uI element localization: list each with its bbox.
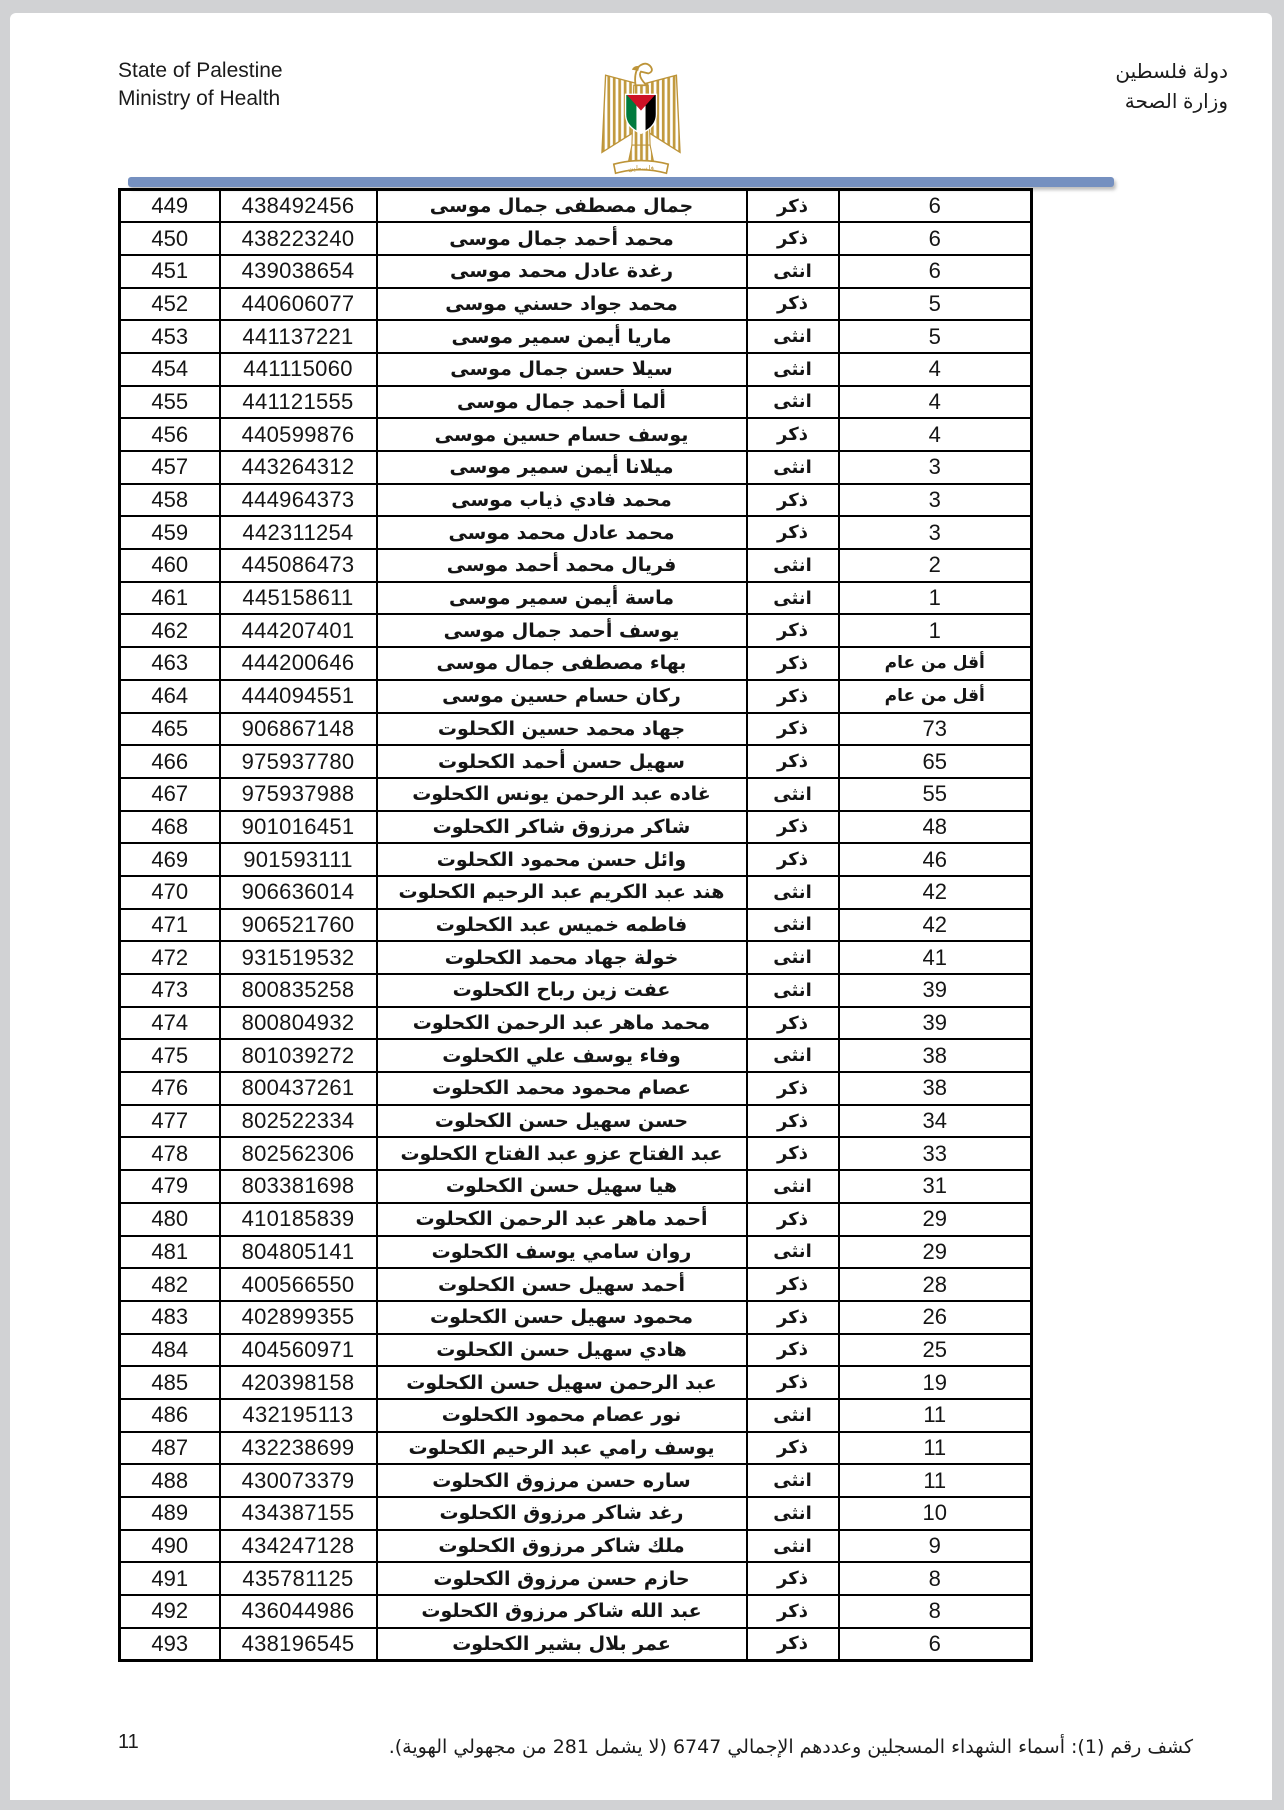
cell-age: 28: [839, 1268, 1032, 1301]
table-row: [120, 614, 1032, 647]
cell-age: 41: [839, 941, 1032, 974]
cell-gender: ذكر: [747, 614, 839, 647]
cell-serial: 472: [120, 941, 220, 974]
cell-age: 31: [839, 1170, 1032, 1203]
cell-serial: 493: [120, 1628, 220, 1661]
cell-age: 5: [839, 288, 1032, 321]
table-row: [120, 549, 1032, 582]
cell-age: 4: [839, 418, 1032, 451]
table-row: [120, 745, 1032, 778]
cell-gender: انثى: [747, 1399, 839, 1432]
cell-serial: 477: [120, 1105, 220, 1138]
cell-age: 55: [839, 778, 1032, 811]
table-row: [120, 353, 1032, 386]
cell-gender: انثى: [747, 778, 839, 811]
cell-name: عبد الله شاكر مرزوق الكحلوت: [377, 1595, 747, 1628]
cell-age: 39: [839, 974, 1032, 1007]
cell-gender: ذكر: [747, 484, 839, 517]
cell-age: 8: [839, 1562, 1032, 1595]
header-arabic: [1115, 57, 1228, 117]
cell-gender: انثى: [747, 1464, 839, 1497]
cell-name: عفت زين رباح الكحلوت: [377, 974, 747, 1007]
cell-serial: 451: [120, 255, 220, 288]
cell-serial: 485: [120, 1366, 220, 1399]
cell-id-number: 802562306: [220, 1137, 377, 1170]
table-row: [120, 909, 1032, 942]
cell-id-number: 800437261: [220, 1072, 377, 1105]
table-row: [120, 320, 1032, 353]
cell-serial: 490: [120, 1530, 220, 1563]
cell-gender: انثى: [747, 353, 839, 386]
cell-age: 3: [839, 516, 1032, 549]
cell-gender: انثى: [747, 1497, 839, 1530]
cell-name: فريال محمد أحمد موسى: [377, 549, 747, 582]
cell-name: هيا سهيل حسن الكحلوت: [377, 1170, 747, 1203]
cell-age: 4: [839, 386, 1032, 419]
ministry-name-en: Ministry of Health: [118, 87, 281, 110]
cell-id-number: 430073379: [220, 1464, 377, 1497]
cell-serial: 463: [120, 647, 220, 680]
cell-age: 42: [839, 876, 1032, 909]
cell-name: يوسف رامي عبد الرحيم الكحلوت: [377, 1432, 747, 1465]
cell-id-number: 432195113: [220, 1399, 377, 1432]
cell-serial: 476: [120, 1072, 220, 1105]
cell-name: جهاد محمد حسين الكحلوت: [377, 713, 747, 746]
cell-age: 9: [839, 1530, 1032, 1563]
cell-age: 38: [839, 1072, 1032, 1105]
cell-name: ركان حسام حسين موسى: [377, 680, 747, 713]
cell-serial: 474: [120, 1007, 220, 1040]
cell-id-number: 400566550: [220, 1268, 377, 1301]
cell-name: فاطمه خميس عبد الكحلوت: [377, 909, 747, 942]
cell-age: 34: [839, 1105, 1032, 1138]
cell-serial: 486: [120, 1399, 220, 1432]
cell-serial: 458: [120, 484, 220, 517]
cell-id-number: 441121555: [220, 386, 377, 419]
cell-age: 6: [839, 222, 1032, 255]
cell-id-number: 444207401: [220, 614, 377, 647]
cell-id-number: 420398158: [220, 1366, 377, 1399]
cell-age: 38: [839, 1039, 1032, 1072]
palestine-coat-of-arms-icon: [595, 58, 687, 176]
cell-name: ألما أحمد جمال موسى: [377, 386, 747, 419]
cell-age: 1: [839, 614, 1032, 647]
cell-age: 4: [839, 353, 1032, 386]
cell-gender: ذكر: [747, 1007, 839, 1040]
cell-gender: انثى: [747, 1236, 839, 1269]
cell-age: 48: [839, 811, 1032, 844]
cell-name: ساره حسن مرزوق الكحلوت: [377, 1464, 747, 1497]
table-row: [120, 713, 1032, 746]
cell-age: 25: [839, 1334, 1032, 1367]
cell-name: هند عبد الكريم عبد الرحيم الكحلوت: [377, 876, 747, 909]
cell-gender: ذكر: [747, 745, 839, 778]
cell-name: ماسة أيمن سمير موسى: [377, 582, 747, 615]
cell-gender: ذكر: [747, 222, 839, 255]
cell-serial: 473: [120, 974, 220, 1007]
table-row: [120, 1432, 1032, 1465]
cell-age: 11: [839, 1464, 1032, 1497]
cell-age: 46: [839, 843, 1032, 876]
cell-age: 33: [839, 1137, 1032, 1170]
table-row: [120, 484, 1032, 517]
cell-name: رغد شاكر مرزوق الكحلوت: [377, 1497, 747, 1530]
cell-id-number: 804805141: [220, 1236, 377, 1269]
cell-gender: انثى: [747, 320, 839, 353]
table-row: [120, 811, 1032, 844]
cell-id-number: 445158611: [220, 582, 377, 615]
cell-age: 6: [839, 190, 1032, 223]
cell-gender: ذكر: [747, 1432, 839, 1465]
ministry-name-ar: وزارة الصحة: [1124, 91, 1228, 113]
cell-age: 3: [839, 451, 1032, 484]
cell-id-number: 444200646: [220, 647, 377, 680]
cell-name: وفاء يوسف علي الكحلوت: [377, 1039, 747, 1072]
cell-gender: ذكر: [747, 1137, 839, 1170]
table-row: [120, 190, 1032, 223]
header-english: [118, 57, 283, 113]
cell-serial: 453: [120, 320, 220, 353]
cell-serial: 460: [120, 549, 220, 582]
cell-age: 19: [839, 1366, 1032, 1399]
cell-id-number: 434387155: [220, 1497, 377, 1530]
table-row: [120, 1203, 1032, 1236]
cell-id-number: 438196545: [220, 1628, 377, 1661]
cell-gender: ذكر: [747, 1105, 839, 1138]
table-row: [120, 647, 1032, 680]
cell-serial: 469: [120, 843, 220, 876]
cell-serial: 492: [120, 1595, 220, 1628]
cell-serial: 461: [120, 582, 220, 615]
cell-age: 2: [839, 549, 1032, 582]
cell-age: 29: [839, 1236, 1032, 1269]
cell-id-number: 906867148: [220, 713, 377, 746]
cell-age: 3: [839, 484, 1032, 517]
cell-gender: انثى: [747, 255, 839, 288]
cell-age: 42: [839, 909, 1032, 942]
cell-gender: انثى: [747, 582, 839, 615]
cell-id-number: 803381698: [220, 1170, 377, 1203]
table-row: [120, 386, 1032, 419]
cell-name: عبد الرحمن سهيل حسن الكحلوت: [377, 1366, 747, 1399]
table-row: [120, 516, 1032, 549]
state-name-en: State of Palestine: [118, 59, 283, 82]
cell-serial: 471: [120, 909, 220, 942]
cell-gender: ذكر: [747, 1366, 839, 1399]
cell-gender: ذكر: [747, 1595, 839, 1628]
cell-serial: 464: [120, 680, 220, 713]
cell-age: 73: [839, 713, 1032, 746]
cell-age: 8: [839, 1595, 1032, 1628]
cell-serial: 450: [120, 222, 220, 255]
table-row: [120, 255, 1032, 288]
cell-gender: ذكر: [747, 647, 839, 680]
cell-age: 39: [839, 1007, 1032, 1040]
cell-gender: انثى: [747, 974, 839, 1007]
martyrs-table: [118, 188, 1033, 1662]
cell-name: نور عصام محمود الكحلوت: [377, 1399, 747, 1432]
cell-age: 65: [839, 745, 1032, 778]
cell-gender: ذكر: [747, 1628, 839, 1661]
cell-serial: 489: [120, 1497, 220, 1530]
cell-serial: 457: [120, 451, 220, 484]
cell-serial: 484: [120, 1334, 220, 1367]
table-row: [120, 418, 1032, 451]
table-row: [120, 974, 1032, 1007]
cell-id-number: 441137221: [220, 320, 377, 353]
cell-name: خولة جهاد محمد الكحلوت: [377, 941, 747, 974]
cell-name: محمد ماهر عبد الرحمن الكحلوت: [377, 1007, 747, 1040]
table-row: [120, 1301, 1032, 1334]
cell-id-number: 410185839: [220, 1203, 377, 1236]
accent-bar: [128, 177, 1114, 187]
table-row: [120, 941, 1032, 974]
cell-name: روان سامي يوسف الكحلوت: [377, 1236, 747, 1269]
cell-name: محمود سهيل حسن الكحلوت: [377, 1301, 747, 1334]
table-row: [120, 1530, 1032, 1563]
cell-id-number: 434247128: [220, 1530, 377, 1563]
table-row: [120, 778, 1032, 811]
cell-gender: انثى: [747, 386, 839, 419]
cell-id-number: 432238699: [220, 1432, 377, 1465]
cell-serial: 487: [120, 1432, 220, 1465]
table-row: [120, 843, 1032, 876]
cell-serial: 459: [120, 516, 220, 549]
table-row: [120, 1039, 1032, 1072]
cell-name: محمد أحمد جمال موسى: [377, 222, 747, 255]
cell-id-number: 404560971: [220, 1334, 377, 1367]
table-row: [120, 1105, 1032, 1138]
cell-gender: ذكر: [747, 1301, 839, 1334]
cell-serial: 449: [120, 190, 220, 223]
cell-id-number: 800804932: [220, 1007, 377, 1040]
table-row: [120, 1268, 1032, 1301]
table-row: [120, 222, 1032, 255]
cell-age: 11: [839, 1399, 1032, 1432]
cell-serial: 479: [120, 1170, 220, 1203]
cell-gender: انثى: [747, 876, 839, 909]
cell-name: عمر بلال بشير الكحلوت: [377, 1628, 747, 1661]
cell-gender: انثى: [747, 1039, 839, 1072]
cell-age: أقل من عام: [839, 680, 1032, 713]
cell-serial: 456: [120, 418, 220, 451]
cell-id-number: 931519532: [220, 941, 377, 974]
cell-age: أقل من عام: [839, 647, 1032, 680]
cell-gender: ذكر: [747, 1334, 839, 1367]
cell-name: غاده عبد الرحمن يونس الكحلوت: [377, 778, 747, 811]
cell-gender: انثى: [747, 941, 839, 974]
cell-gender: ذكر: [747, 516, 839, 549]
document-page: [10, 13, 1272, 1800]
cell-id-number: 438223240: [220, 222, 377, 255]
table-row: [120, 1399, 1032, 1432]
cell-gender: انثى: [747, 1530, 839, 1563]
cell-id-number: 445086473: [220, 549, 377, 582]
cell-serial: 478: [120, 1137, 220, 1170]
cell-serial: 452: [120, 288, 220, 321]
cell-serial: 483: [120, 1301, 220, 1334]
table-row: [120, 680, 1032, 713]
cell-name: محمد عادل محمد موسى: [377, 516, 747, 549]
cell-age: 1: [839, 582, 1032, 615]
cell-id-number: 901593111: [220, 843, 377, 876]
cell-name: سيلا حسن جمال موسى: [377, 353, 747, 386]
svg-text:فلسطين: فلسطين: [628, 163, 654, 173]
cell-id-number: 440606077: [220, 288, 377, 321]
cell-age: 29: [839, 1203, 1032, 1236]
cell-id-number: 906521760: [220, 909, 377, 942]
cell-name: يوسف أحمد جمال موسى: [377, 614, 747, 647]
table-row: [120, 1366, 1032, 1399]
table-row: [120, 582, 1032, 615]
table-row: [120, 1595, 1032, 1628]
cell-gender: ذكر: [747, 680, 839, 713]
cell-gender: انثى: [747, 549, 839, 582]
cell-serial: 475: [120, 1039, 220, 1072]
cell-name: بهاء مصطفى جمال موسى: [377, 647, 747, 680]
table-row: [120, 1170, 1032, 1203]
table-row: [120, 1562, 1032, 1595]
cell-gender: ذكر: [747, 1268, 839, 1301]
cell-age: 10: [839, 1497, 1032, 1530]
cell-id-number: 441115060: [220, 353, 377, 386]
footer-note: كشف رقم (1): أسماء الشهداء المسجلين وعددهم الإجمالي 6747 (لا يشمل 281 من مجهولي الهوية).: [388, 1736, 1193, 1758]
cell-name: محمد جواد حسني موسى: [377, 288, 747, 321]
cell-id-number: 901016451: [220, 811, 377, 844]
cell-name: أحمد ماهر عبد الرحمن الكحلوت: [377, 1203, 747, 1236]
cell-id-number: 436044986: [220, 1595, 377, 1628]
cell-gender: ذكر: [747, 843, 839, 876]
cell-serial: 491: [120, 1562, 220, 1595]
table-row: [120, 1072, 1032, 1105]
cell-name: ماريا أيمن سمير موسى: [377, 320, 747, 353]
cell-serial: 455: [120, 386, 220, 419]
cell-age: 11: [839, 1432, 1032, 1465]
cell-gender: انثى: [747, 451, 839, 484]
cell-serial: 480: [120, 1203, 220, 1236]
table-row: [120, 1628, 1032, 1661]
cell-serial: 462: [120, 614, 220, 647]
cell-id-number: 440599876: [220, 418, 377, 451]
cell-name: وائل حسن محمود الكحلوت: [377, 843, 747, 876]
cell-name: سهيل حسن أحمد الكحلوت: [377, 745, 747, 778]
cell-age: 6: [839, 1628, 1032, 1661]
cell-id-number: 438492456: [220, 190, 377, 223]
cell-id-number: 906636014: [220, 876, 377, 909]
table-row: [120, 1007, 1032, 1040]
table-row: [120, 1137, 1032, 1170]
cell-age: 6: [839, 255, 1032, 288]
cell-gender: ذكر: [747, 190, 839, 223]
table-row: [120, 451, 1032, 484]
cell-gender: انثى: [747, 909, 839, 942]
cell-serial: 465: [120, 713, 220, 746]
cell-serial: 468: [120, 811, 220, 844]
cell-serial: 470: [120, 876, 220, 909]
cell-serial: 488: [120, 1464, 220, 1497]
cell-name: شاكر مرزوق شاكر الكحلوت: [377, 811, 747, 844]
cell-gender: ذكر: [747, 1072, 839, 1105]
cell-name: محمد فادي ذياب موسى: [377, 484, 747, 517]
cell-name: رغدة عادل محمد موسى: [377, 255, 747, 288]
cell-serial: 482: [120, 1268, 220, 1301]
cell-id-number: 402899355: [220, 1301, 377, 1334]
cell-age: 5: [839, 320, 1032, 353]
cell-gender: ذكر: [747, 811, 839, 844]
table-row: [120, 1236, 1032, 1269]
cell-age: 26: [839, 1301, 1032, 1334]
cell-id-number: 443264312: [220, 451, 377, 484]
cell-id-number: 975937988: [220, 778, 377, 811]
cell-serial: 466: [120, 745, 220, 778]
cell-id-number: 435781125: [220, 1562, 377, 1595]
cell-name: أحمد سهيل حسن الكحلوت: [377, 1268, 747, 1301]
cell-gender: ذكر: [747, 1562, 839, 1595]
cell-gender: ذكر: [747, 418, 839, 451]
page-number: 11: [118, 1731, 139, 1753]
cell-gender: ذكر: [747, 713, 839, 746]
cell-serial: 467: [120, 778, 220, 811]
cell-name: حسن سهيل حسن الكحلوت: [377, 1105, 747, 1138]
cell-id-number: 802522334: [220, 1105, 377, 1138]
cell-name: عبد الفتاح عزو عبد الفتاح الكحلوت: [377, 1137, 747, 1170]
table-row: [120, 1334, 1032, 1367]
cell-id-number: 800835258: [220, 974, 377, 1007]
cell-id-number: 439038654: [220, 255, 377, 288]
cell-name: ملك شاكر مرزوق الكحلوت: [377, 1530, 747, 1563]
cell-id-number: 444094551: [220, 680, 377, 713]
table-row: [120, 288, 1032, 321]
cell-serial: 481: [120, 1236, 220, 1269]
cell-name: عصام محمود محمد الكحلوت: [377, 1072, 747, 1105]
cell-name: هادي سهيل حسن الكحلوت: [377, 1334, 747, 1367]
table-row: [120, 876, 1032, 909]
table-row: [120, 1464, 1032, 1497]
martyrs-table-body: [120, 190, 1032, 1661]
cell-gender: ذكر: [747, 1203, 839, 1236]
table-row: [120, 1497, 1032, 1530]
cell-name: يوسف حسام حسين موسى: [377, 418, 747, 451]
cell-id-number: 442311254: [220, 516, 377, 549]
cell-gender: ذكر: [747, 288, 839, 321]
cell-serial: 454: [120, 353, 220, 386]
cell-id-number: 975937780: [220, 745, 377, 778]
state-name-ar: دولة فلسطين: [1115, 61, 1228, 83]
cell-name: جمال مصطفى جمال موسى: [377, 190, 747, 223]
cell-id-number: 444964373: [220, 484, 377, 517]
cell-id-number: 801039272: [220, 1039, 377, 1072]
cell-name: حازم حسن مرزوق الكحلوت: [377, 1562, 747, 1595]
cell-gender: انثى: [747, 1170, 839, 1203]
cell-name: ميلانا أيمن سمير موسى: [377, 451, 747, 484]
